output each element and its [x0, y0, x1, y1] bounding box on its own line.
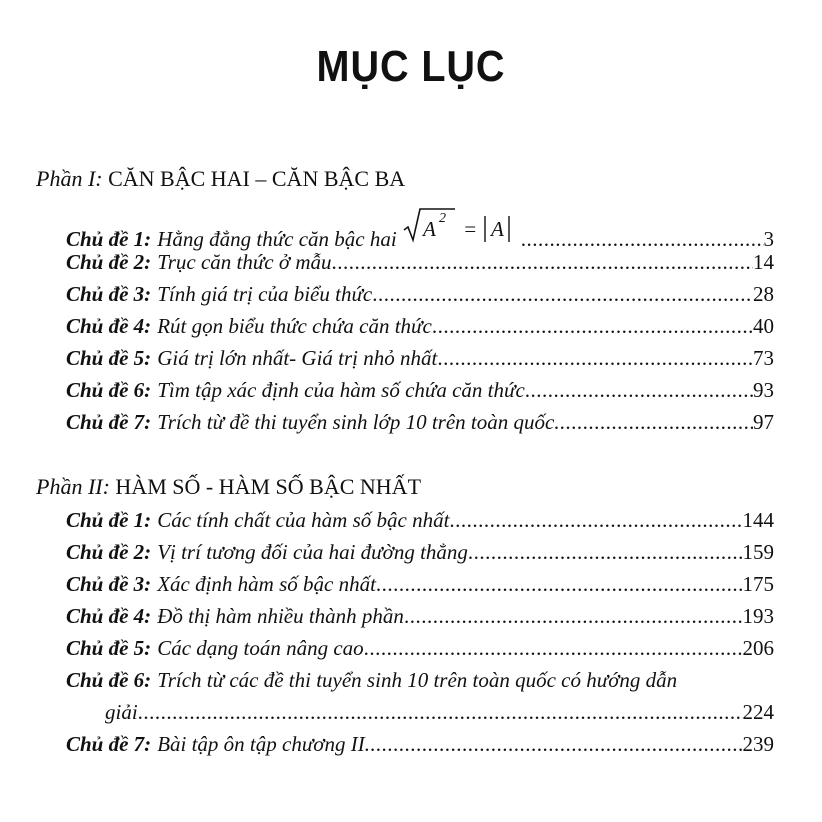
entry-label: Chủ đề 5:: [66, 636, 152, 660]
toc-entry[interactable]: [66, 410, 774, 435]
entry-label: Chủ đề 7:: [66, 410, 152, 434]
toc-entry[interactable]: [66, 540, 774, 565]
leader-dots: [370, 732, 743, 757]
entry-title: Đồ thị hàm nhiều thành phần: [157, 604, 404, 628]
page-number: 175: [742, 572, 774, 596]
entry-title: Xác định hàm số bậc nhất: [157, 572, 376, 596]
page-number: 93: [753, 378, 774, 402]
leader-dots: [437, 346, 753, 371]
leader-dots: [404, 604, 743, 629]
page-number: 239: [742, 732, 774, 756]
entry-label: Chủ đề 3:: [66, 282, 152, 306]
leader-dots: [560, 410, 753, 435]
sqrt-formula: [403, 206, 521, 246]
svg-text:A: A: [490, 217, 504, 241]
entry-title-continuation: giải: [105, 700, 138, 724]
toc-entry[interactable]: [66, 636, 774, 661]
svg-text:=: =: [462, 217, 477, 241]
page-number: 3: [763, 227, 774, 251]
svg-text:A: A: [422, 217, 436, 241]
toc-entry[interactable]: [66, 314, 774, 339]
entry-label: Chủ đề 4:: [66, 314, 152, 338]
entry-title: Giá trị lớn nhất- Giá trị nhỏ nhất: [157, 346, 438, 370]
part-title: CĂN BẬC HAI – CĂN BẬC BA: [108, 166, 406, 191]
entry-title: Trích từ đề thi tuyển sinh lớp 10 trên toàn quốc.: [157, 410, 560, 434]
leader-dots: [332, 250, 753, 275]
entry-label: Chủ đề 1:: [66, 508, 152, 532]
entry-label: Chủ đề 2:: [66, 250, 152, 274]
entry-label: Chủ đề 5:: [66, 346, 152, 370]
toc-entry[interactable]: [66, 206, 774, 252]
toc-entry-continuation[interactable]: [105, 700, 774, 725]
leader-dots: [521, 227, 764, 252]
page-number: 206: [742, 636, 774, 660]
leader-dots: [432, 314, 753, 339]
part-heading-2: [36, 474, 421, 500]
entry-title: Tính giá trị của biểu thức: [157, 282, 373, 306]
page-number: 193: [742, 604, 774, 628]
toc-entry[interactable]: [66, 508, 774, 533]
page-number: 14: [753, 250, 774, 274]
entry-label: Chủ đề 1:: [66, 227, 152, 251]
leader-dots: [376, 572, 743, 597]
toc-entry[interactable]: [66, 378, 774, 403]
leader-dots: [449, 508, 742, 533]
entry-title: Trích từ các đề thi tuyển sinh 10 trên toàn quốc có hướng dẫn: [157, 668, 678, 692]
toc-entry[interactable]: [66, 604, 774, 629]
entry-title: Bài tập ôn tập chương II.: [157, 732, 370, 756]
leader-dots: [138, 700, 743, 725]
entry-label: Chủ đề 7:: [66, 732, 152, 756]
toc-entry[interactable]: [66, 282, 774, 307]
leader-dots: [468, 540, 743, 565]
page-number: 73: [753, 346, 774, 370]
leader-dots: [372, 282, 753, 307]
page-number: 97: [753, 410, 774, 434]
entry-title: Hằng đẳng thức căn bậc hai: [157, 227, 397, 251]
entry-label: Chủ đề 3:: [66, 572, 152, 596]
toc-entry[interactable]: [66, 668, 774, 693]
part-title: HÀM SỐ - HÀM SỐ BẬC NHẤT: [115, 474, 422, 499]
page-number: 224: [742, 700, 774, 724]
entry-title: Trục căn thức ở mẫu: [157, 250, 332, 274]
page-number: 40: [753, 314, 774, 338]
entry-title: Vị trí tương đối của hai đường thẳng: [157, 540, 468, 564]
toc-entry[interactable]: [66, 346, 774, 371]
entry-label: Chủ đề 4:: [66, 604, 152, 628]
toc-entry[interactable]: [66, 732, 774, 757]
page-number: 28: [753, 282, 774, 306]
page-number: 144: [742, 508, 774, 532]
entry-label: Chủ đề 2:: [66, 540, 152, 564]
entry-label: Chủ đề 6:: [66, 378, 152, 402]
entry-title: Rút gọn biểu thức chứa căn thức: [157, 314, 432, 338]
entry-title: Tìm tập xác định của hàm số chứa căn thức: [157, 378, 525, 402]
entry-title: Các tính chất của hàm số bậc nhất: [157, 508, 450, 532]
leader-dots: [364, 636, 743, 661]
page-title: MỤC LỤC: [316, 42, 506, 91]
part-label: Phần II:: [36, 474, 110, 499]
entry-label: Chủ đề 6:: [66, 668, 152, 692]
entry-title: Các dạng toán nâng cao: [157, 636, 364, 660]
leader-dots: [525, 378, 753, 403]
toc-entry[interactable]: [66, 572, 774, 597]
page-number: 159: [742, 540, 774, 564]
toc-entry[interactable]: [66, 250, 774, 275]
svg-text:2: 2: [438, 211, 446, 226]
part-heading-1: [36, 166, 405, 192]
part-label: Phần I:: [36, 166, 103, 191]
